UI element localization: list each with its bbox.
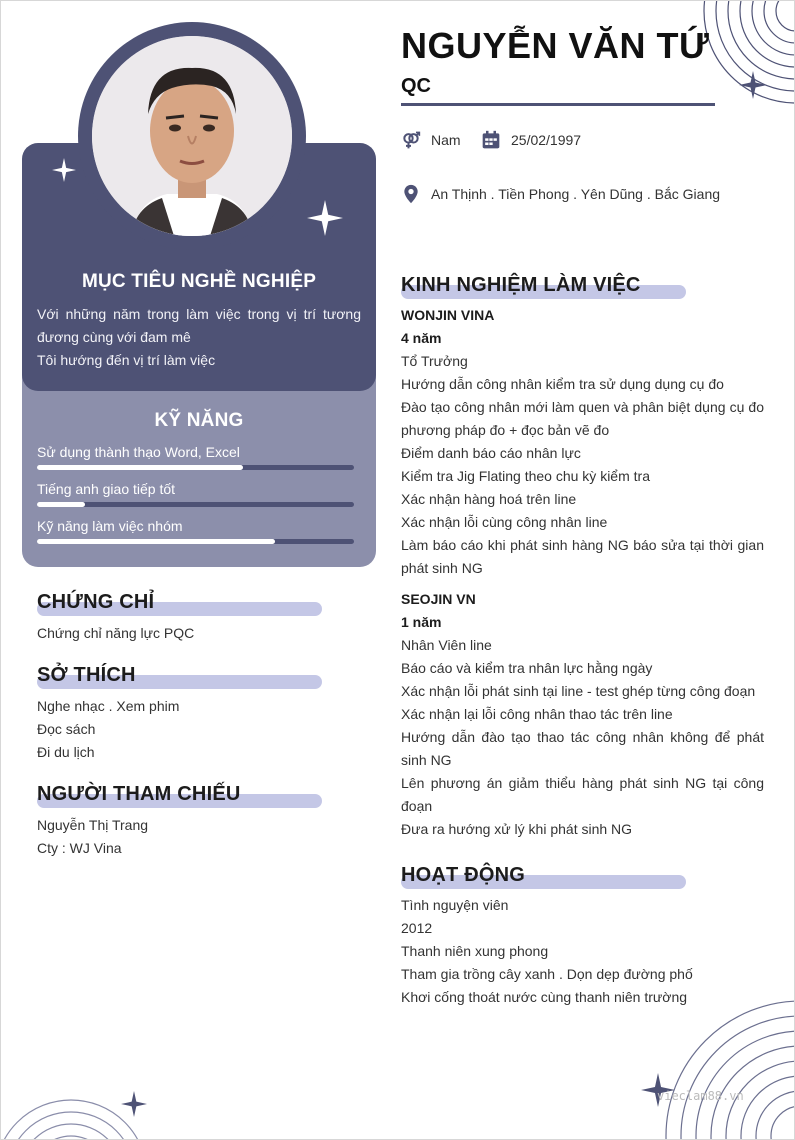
references-title: NGƯỜI THAM CHIẾU (37, 783, 241, 805)
certificates-title: CHỨNG CHỈ (37, 591, 155, 613)
skill-bar-fill (37, 465, 243, 470)
hobby-item: Đi du lịch (37, 744, 95, 760)
job-duration: 1 năm (401, 614, 442, 630)
job-task: Làm báo cáo khi phát sinh hàng NG báo sửa tại thời gian phát sinh NG (401, 537, 764, 576)
skill-bar-fill (37, 539, 275, 544)
job-position: Nhân Viên line (401, 637, 492, 653)
job-task: Hướng dẫn đào tạo thao tác công nhân không để phát sinh NG (401, 729, 764, 768)
job-position: Tổ Trưởng (401, 353, 468, 369)
candidate-role: QC (401, 75, 431, 97)
skill-bar (37, 539, 354, 544)
job-task: Lên phương án giảm thiểu hàng phát sinh NG tại công đoạn (401, 775, 764, 814)
activity-item: Khơi cống thoát nước cùng thanh niên trường (401, 989, 688, 1005)
hobby-item: Đọc sách (37, 721, 96, 737)
skill-bar-fill (37, 502, 85, 507)
job-task: Xác nhận lại lỗi công nhân thao tác trên line (401, 706, 673, 722)
activity-item: Tham gia trồng cây xanh . Dọn dẹp đường phố (401, 966, 693, 982)
certificate-item: Chứng chỉ năng lực PQC (37, 625, 195, 641)
skill-bar (37, 465, 354, 470)
job-entry (401, 304, 764, 580)
experience-title: KINH NGHIỆM LÀM VIỆC (401, 274, 641, 296)
objective-line: Với những năm trong làm việc trong vị trí tương đương cùng với đam mê (37, 306, 361, 345)
job-task: Đào tạo công nhân mới làm quen và phân biệt dụng cụ đo phương pháp đo + đọc bản vẽ đo (401, 399, 764, 438)
references-list (37, 814, 357, 860)
job-entry (401, 588, 764, 841)
location-pin-icon (401, 184, 421, 204)
job-task: Báo cáo và kiểm tra nhân lực hằng ngày (401, 660, 653, 676)
activities-title: HOẠT ĐỘNG (401, 864, 526, 886)
skills-title: KỸ NĂNG (154, 410, 244, 431)
objective-title: MỤC TIÊU NGHỀ NGHIỆP (81, 271, 317, 292)
job-task: Xác nhận lỗi phát sinh tại line - test ghép từng công đoạn (401, 683, 756, 699)
certificates-list (37, 622, 357, 645)
reference-item: Nguyễn Thị Trang (37, 817, 149, 833)
sparkle-icon (121, 1091, 147, 1117)
activity-item: Thanh niên xung phong (401, 943, 549, 959)
job-company: WONJIN VINA (401, 307, 495, 323)
objective-text (37, 303, 361, 372)
job-company: SEOJIN VN (401, 591, 476, 607)
job-task: Xác nhận hàng hoá trên line (401, 491, 577, 507)
job-task: Hướng dẫn công nhân kiểm tra sử dụng dụng cụ đo (401, 376, 724, 392)
activity-item: 2012 (401, 920, 433, 936)
skill-label: Tiếng anh giao tiếp tốt (37, 481, 176, 497)
gender-value: Nam (431, 132, 461, 148)
skill-label: Kỹ năng làm việc nhóm (37, 518, 183, 534)
avatar-portrait (92, 36, 292, 236)
skill-bar (37, 502, 354, 507)
hobbies-title: SỞ THÍCH (37, 664, 136, 686)
sparkle-icon (739, 71, 767, 99)
job-duration: 4 năm (401, 330, 442, 346)
avatar (92, 36, 292, 236)
activity-item: Tình nguyện viên (401, 897, 509, 913)
sparkle-icon (307, 200, 343, 236)
skill-label: Sử dụng thành thạo Word, Excel (37, 444, 240, 460)
watermark: vieclam88.vn (657, 1089, 744, 1103)
job-task: Xác nhận lỗi cùng công nhân line (401, 514, 608, 530)
hobbies-list (37, 695, 357, 764)
dob-value: 25/02/1997 (511, 132, 582, 148)
job-task: Đưa ra hướng xử lý khi phát sinh NG (401, 821, 633, 837)
job-task: Kiểm tra Jig Flating theo chu kỳ kiểm tra (401, 468, 650, 484)
calendar-icon (481, 130, 501, 150)
role-divider (401, 103, 715, 106)
reference-item: Cty : WJ Vina (37, 840, 122, 856)
objective-line: Tôi hướng đến vị trí làm việc (37, 352, 216, 368)
job-task: Điểm danh báo cáo nhân lực (401, 445, 581, 461)
hobby-item: Nghe nhạc . Xem phim (37, 698, 180, 714)
gender-icon (401, 130, 421, 150)
activities-list (401, 894, 764, 1009)
sparkle-icon (52, 158, 76, 182)
candidate-name: NGUYỄN VĂN TỨ (401, 25, 710, 66)
address-value: An Thịnh . Tiền Phong . Yên Dũng . Bắc Giang (431, 186, 721, 202)
